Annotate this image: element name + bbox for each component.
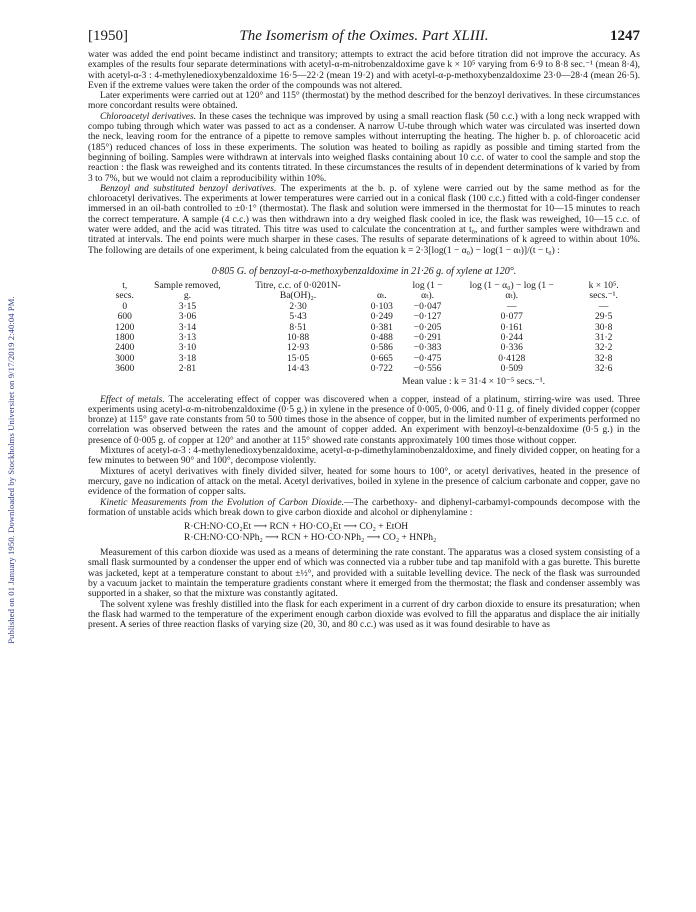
table-cell: 0·488 xyxy=(370,332,393,343)
paragraph-8-heading: Kinetic Measurements from the Evolution of Carbon Dioxide. xyxy=(100,497,344,508)
header-title: The Isomerism of the Oximes. Part XLIII. xyxy=(239,28,489,44)
table-cell: 0·077 xyxy=(500,312,523,323)
col-header-alpha: αₜ. xyxy=(376,291,387,302)
table-cell: 32·2 xyxy=(594,343,613,354)
kinetics-table xyxy=(106,281,640,375)
paragraph-6: Mixtures of acetyl-α-3 : 4-methylenedioxybenzaldoxime, acetyl-α-p-dimethylaminobenzaldoxime, and finely divided copper, on heating for a few minutes to between 90° and 100°, decompose violently. xyxy=(88,446,640,467)
table-header-row xyxy=(106,281,640,302)
table-cell: 3000 xyxy=(115,353,135,364)
table-cell: 0·381 xyxy=(370,322,393,333)
page-number: 1247 xyxy=(610,28,640,44)
table-cell: 3·13 xyxy=(178,332,197,343)
table-cell: 0·722 xyxy=(370,364,393,375)
table-body xyxy=(106,302,640,375)
table-cell: 5·43 xyxy=(289,312,307,323)
paragraph-2: Later experiments were carried out at 120° and 115° (thermostat) by the method described for the benzoyl derivatives. In these circumstances more concordant results were obtained. xyxy=(88,91,640,112)
table-cell: 0·244 xyxy=(500,332,523,343)
table-cell: −0·291 xyxy=(413,332,442,343)
paper-page xyxy=(88,28,640,631)
paragraph-8-body: —The carbethoxy- and diphenyl-carbamyl-compounds decompose with the formation of unstable acids which break down to give carbon dioxide and alcohol or diphenylamine : xyxy=(88,497,640,518)
table-cell: 2400 xyxy=(115,343,135,354)
table-row xyxy=(106,302,640,312)
table-cell: 3·18 xyxy=(178,353,197,364)
paragraph-9: Measurement of this carbon dioxide was used as a means of determining the rate constant. The apparatus was a closed system consisting of a small flask surmounted by a condenser the upper end of which was connected via a rubber tube and tap manifold with a gas burette. This burette was jacketed, kept at a temperature constant to about ±½°, and provided with a suitable levelling device. The neck of the flask was surrounded by a vacuum jacket to maintain the temperature gradients constant where it emerged from the thermostat; the flask and condenser assembly was supported in a shaker, so that the mixture was constantly agitated. xyxy=(88,548,640,600)
table-cell: −0·205 xyxy=(413,322,442,333)
table-cell: 8·51 xyxy=(289,322,307,333)
table-cell: 3·10 xyxy=(178,343,197,354)
paragraph-4 xyxy=(88,184,640,256)
col-header-sample: Sample removed, g. xyxy=(154,280,221,302)
table-cell: 3·15 xyxy=(178,301,197,312)
table-cell: 0·103 xyxy=(370,301,393,312)
paragraph-8 xyxy=(88,498,640,519)
table-cell: 14·43 xyxy=(286,364,310,375)
table-row xyxy=(106,343,640,353)
paragraph-4-body: The experiments at the b. p. of xylene were carried out by the same method as for the chloroacetyl derivatives. The experiments at lower temperatures were carried out in a conical flask (100 c.c.) fitted with a cold-finger condenser immersed in an oil-bath controlled to ±0·1° (thermostat). The flask and solution were immersed in the thermostat for 10—15 minutes to reach the correct temperature. A sample (4 c.c.) was then withdrawn into a dry weighed flask cooled in ice, the flask was reweighed, 10—15 c.c. of water were added, and the acid was titrated. This titre was used to calculate the concentration at t₀, and further samples were withdrawn and titrated at intervals. The end points were much sharper in these cases. The results of separate determinations of k agreed to within about 10%. The following are details of one experiment, k being calculated from the equation k = 2·3[log(1 − α₀) − log(1 − αₜ)]/(t − t₀) : xyxy=(88,183,640,256)
table-cell: 32·8 xyxy=(594,353,613,364)
table-cell: 32·6 xyxy=(594,364,613,375)
table-row xyxy=(106,364,640,374)
table-cell: 0·249 xyxy=(370,312,393,323)
equations xyxy=(88,522,640,544)
table-cell: 1200 xyxy=(115,322,135,333)
table-cell: 12·93 xyxy=(286,343,310,354)
table-cell: 2·30 xyxy=(289,301,307,312)
table-cell: 31·2 xyxy=(594,332,613,343)
table-cell: 600 xyxy=(117,312,132,323)
table-cell: 15·05 xyxy=(286,353,310,364)
equation-1: R·CH:NO·CO₂Et ⟶ RCN + HO·CO₂Et ⟶ CO₂ + EtOH xyxy=(184,522,409,533)
table-cell: 0·161 xyxy=(500,322,523,333)
table-cell: 10·88 xyxy=(286,332,310,343)
header-year: [1950] xyxy=(88,28,128,44)
paragraph-4-heading: Benzoyl and substituted benzoyl derivatives. xyxy=(100,183,277,194)
table-caption: 0·805 G. of benzoyl-α-o-methoxybenzaldoxime in 21·26 g. of xylene at 120°. xyxy=(211,265,517,277)
table-cell: 0·665 xyxy=(370,353,393,364)
table-cell: 3·06 xyxy=(178,312,197,323)
table-cell: 0·509 xyxy=(500,364,523,375)
paragraph-3 xyxy=(88,112,640,184)
table-cell: 0·586 xyxy=(370,343,393,354)
table-row xyxy=(106,333,640,343)
table-cell: −0·047 xyxy=(413,301,442,312)
table-cell: 0·4128 xyxy=(498,353,526,364)
col-header-time: t, secs. xyxy=(115,280,134,302)
table-cell: −0·383 xyxy=(413,343,442,354)
col-header-log-diff: log (1 − α₀) − log (1 − αₜ). xyxy=(469,280,554,302)
equation-2: R·CH:NO·CO·NPh₂ ⟶ RCN + HO·CO·NPh₂ ⟶ CO₂ + HNPh₂ xyxy=(184,533,437,544)
table-row xyxy=(106,312,640,322)
table-cell: 0 xyxy=(122,301,128,312)
paragraph-7: Mixtures of acetyl derivatives with finely divided silver, heated for some hours to 100°, or acetyl derivatives, heated in the presence of mercury, gave no indication of attack on the metal. Acetyl derivatives, boiled in xylene in the presence of calcium carbonate and copper, gave no evidence of the formation of copper salts. xyxy=(88,466,640,498)
col-header-k: k × 10⁵. secs.⁻¹. xyxy=(588,280,619,302)
table-cell: 30·8 xyxy=(594,322,613,333)
table-cell: 0·336 xyxy=(500,343,523,354)
table-cell: −0·475 xyxy=(413,353,442,364)
paragraph-10: The solvent xylene was freshly distilled into the flask for each experiment in a current of dry carbon dioxide to ensure its presaturation; when the flask had warmed to the temperature of the experiment enough carbon dioxide was evolved to fill the apparatus and displace the air initially present. A series of three reaction flasks of varying size (20, 30, and 80 c.c.) was used as it was found desirable to have as xyxy=(88,599,640,631)
table-cell: — xyxy=(598,301,609,312)
mean-value: Mean value : k = 31·4 × 10⁻⁵ secs.⁻¹. xyxy=(402,376,545,387)
download-watermark xyxy=(4,150,18,790)
running-header xyxy=(88,28,640,50)
table-cell: −0·127 xyxy=(413,312,442,323)
table-cell: 3600 xyxy=(115,364,135,375)
table-cell: 29·5 xyxy=(594,312,613,323)
paragraph-3-body: In these cases the technique was improved by using a small reaction flask (50 c.c.) with a long neck wrapped with compo tubing through which water was passed to act as a condenser. A narrow U-tube through which water was circulated was inserted down the neck, leaving room for the entrance of a pipette to remove samples without interrupting the heating. The higher b. p. of chloroacetic acid (185°) reduced chances of loss in these experiments. The solution was heated to boiling as rapidly as possible and timing started from the beginning of boiling. Samples were withdrawn at intervals into weighed flasks containing about 10 c.c. of water to cool the sample and stop the reaction : the flask was reweighed and its contents titrated. In these circumstances the results of in dependent determinations of k varied by from 3 to 7%, but we would not claim a reproducibility within 10%. xyxy=(88,111,640,184)
table-cell: 3·14 xyxy=(178,322,197,333)
paragraph-5-heading: Effect of metals. xyxy=(100,394,165,405)
paragraph-1: water was added the end point became indistinct and transitory; attempts to extract the acid before titration did not improve the accuracy. As examples of the results four separate determinations with acetyl-α-m-nitrobenzaldoxime gave k × 10⁵ varying from 6·9 to 8·8 sec.⁻¹ (mean 8·4), with acetyl-α-3 : 4-methylenedioxybenzaldoxime 16·5—22·2 (mean 19·2) and with acetyl-α-p-methoxybenzaldoxime 23·0—28·4 (mean 26·5). Even if the extreme values were taken the order of the compounds was not altered. xyxy=(88,50,640,91)
col-header-log: log (1 − αₜ). xyxy=(412,280,443,302)
col-header-titre: Titre, c.c. of 0·0201N-Ba(OH)₂. xyxy=(255,280,341,302)
table-cell: — xyxy=(507,301,517,312)
table-cell: 2·81 xyxy=(178,364,197,375)
paragraph-3-heading: Chloroacetyl derivatives. xyxy=(100,111,197,122)
paragraph-5 xyxy=(88,395,640,446)
table-row xyxy=(106,323,640,333)
paragraph-5-body: The accelerating effect of copper was discovered when a copper, instead of a platinum, stirring-wire was used. Three experiments using acetyl-α-m-nitrobenzaldoxime (0·5 g.) in xylene in the presence of 0·005, 0·006, and 0·11 g. of finely divided copper (copper bronze) at 115° gave rate constants from 50 to 500 times those in the absence of copper, but in the limited number of experiments performed no correlation was observed between the rates and the amount of copper added. An experiment with benzoyl-α-benzaldoxime (0·5 g.) in the presence of 0·005 g. of copper at 120° and another at 115° showed rate constants approximately 100 times those without copper. xyxy=(88,394,640,446)
download-watermark-text: Published on 01 January 1950. Downloaded by Stockholms Universitet on 9/17/2019 2:40:04 PM. xyxy=(6,296,16,644)
table-row xyxy=(106,354,640,364)
table-cell: 1800 xyxy=(115,332,135,343)
table-cell: −0·556 xyxy=(413,364,442,375)
